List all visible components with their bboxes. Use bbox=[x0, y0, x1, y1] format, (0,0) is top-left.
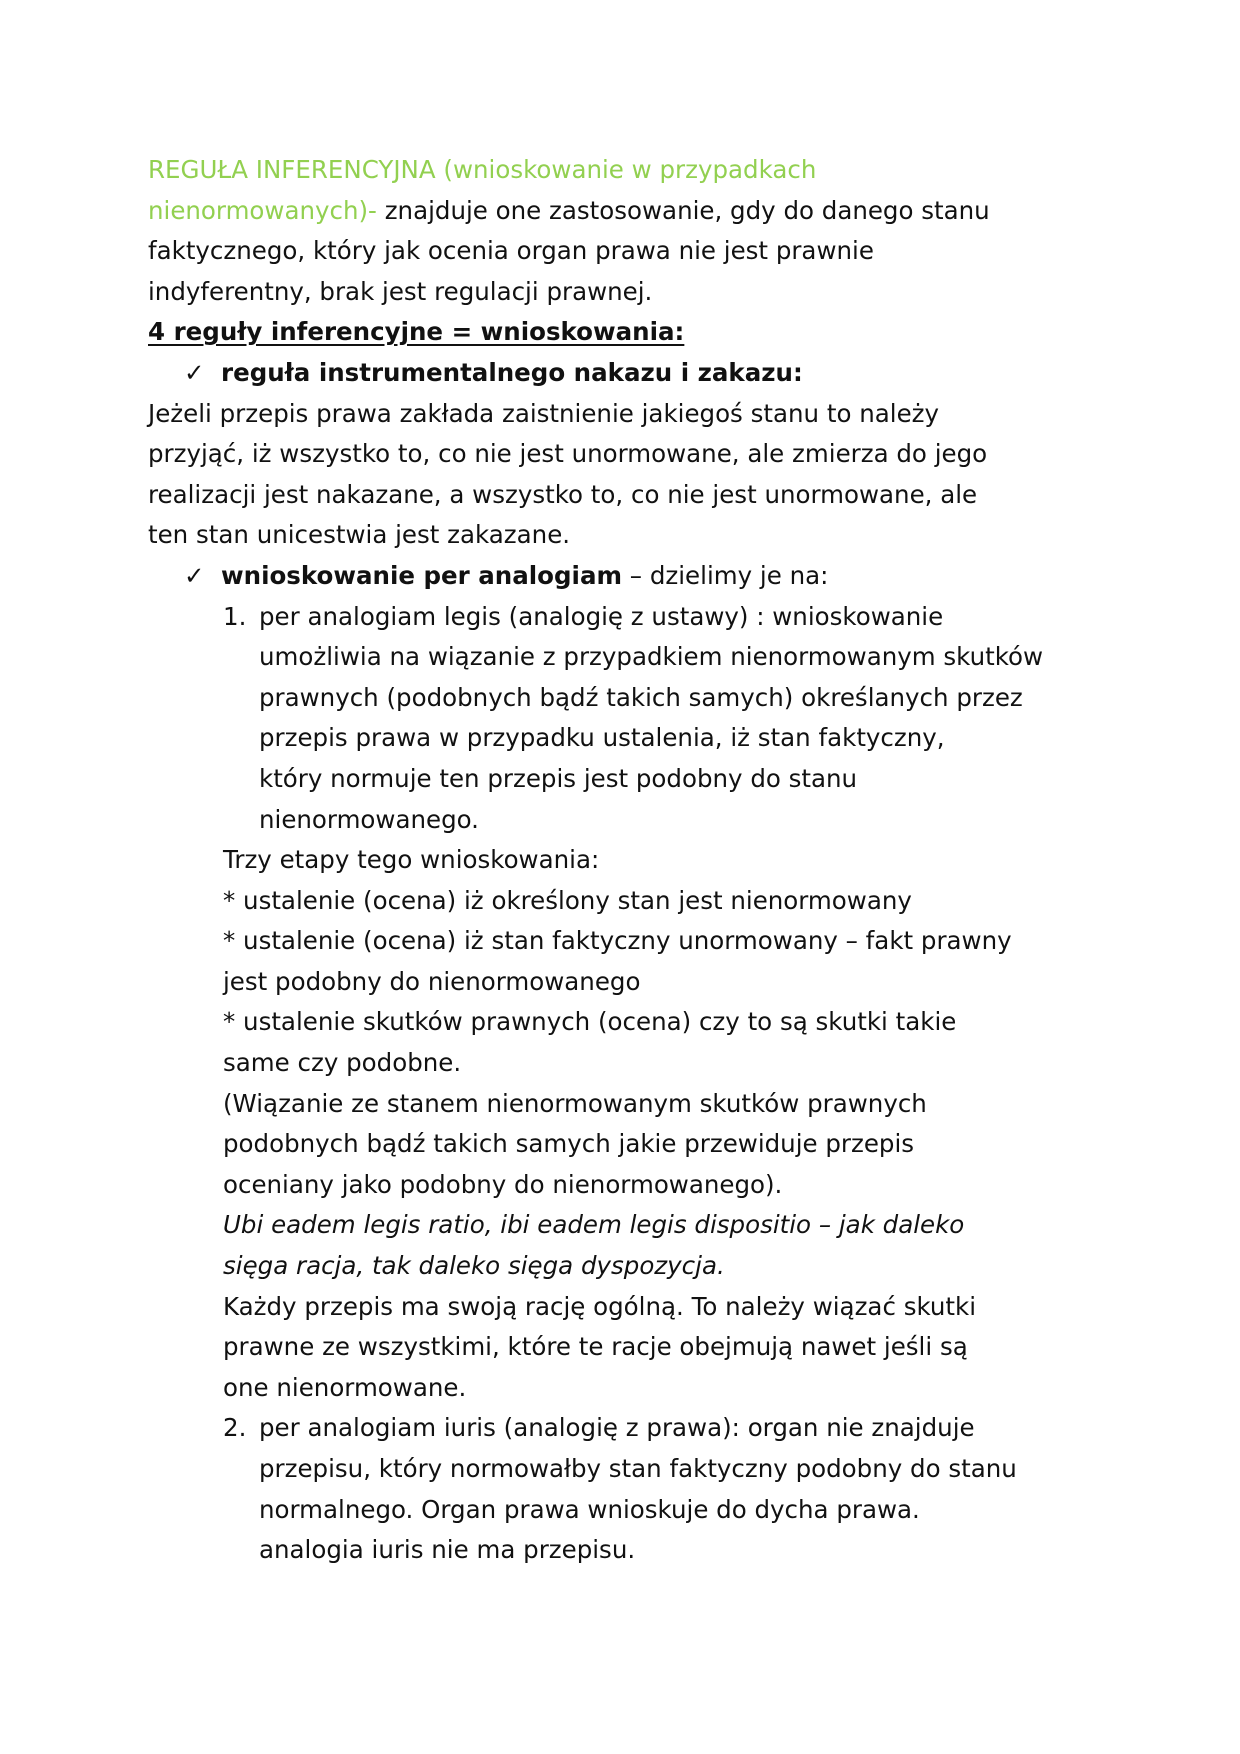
heading-green-1: REGUŁA INFERENCYJNA (wnioskowanie w przypadkach bbox=[148, 155, 817, 184]
item1-number: 1. bbox=[223, 601, 247, 631]
item1-line: prawnych (podobnych bądź takich samych) określanych przez bbox=[259, 682, 1023, 712]
stages-line: Trzy etapy tego wnioskowania: bbox=[223, 845, 600, 875]
maxim-line: sięga racja, tak daleko sięga dyspozycja. bbox=[223, 1251, 725, 1281]
stages-line: oceniany jako podobny do nienormowanego). bbox=[223, 1169, 783, 1199]
intro-text-2: faktycznego, który jak ocenia organ prawa nie jest prawnie bbox=[148, 236, 874, 266]
stages-line: jest podobny do nienormowanego bbox=[223, 966, 641, 996]
rule1-text-line: realizacji jest nakazane, a wszystko to, co nie jest unormowane, ale bbox=[148, 479, 978, 509]
item1-line: per analogiam legis (analogię z ustawy) : wnioskowanie bbox=[259, 601, 944, 631]
ratio-line: prawne ze wszystkimi, które te racje obejmują nawet jeśli są bbox=[223, 1332, 968, 1362]
item2-line: per analogiam iuris (analogię z prawa): organ nie znajduje bbox=[259, 1413, 975, 1443]
item2-first-line bbox=[148, 1408, 1108, 1449]
item1-first-line bbox=[148, 597, 1108, 638]
item1-line: przepis prawa w przypadku ustalenia, iż stan faktyczny, bbox=[259, 723, 945, 753]
stages-line: * ustalenie skutków prawnych (ocena) czy to są skutki takie bbox=[223, 1007, 957, 1037]
heading-line-2 bbox=[148, 191, 1108, 232]
intro-text-3: indyferentny, brak jest regulacji prawnej. bbox=[148, 276, 653, 306]
rule2-title: wnioskowanie per analogiam bbox=[221, 560, 623, 590]
maxim-line: Ubi eadem legis ratio, ibi eadem legis dispositio – jak daleko bbox=[223, 1210, 965, 1240]
stages-line: * ustalenie (ocena) iż określony stan jest nienormowany bbox=[223, 885, 912, 915]
rule1-title: reguła instrumentalnego nakazu i zakazu: bbox=[221, 357, 803, 387]
checkmark-icon: ✓ bbox=[184, 357, 205, 387]
document-body bbox=[148, 150, 1108, 1571]
ratio-line: Każdy przepis ma swoją rację ogólną. To należy wiązać skutki bbox=[223, 1291, 977, 1321]
heading-line-1 bbox=[148, 150, 1108, 191]
rules-heading: 4 reguły inferencyjne = wnioskowania: bbox=[148, 317, 685, 347]
stages-line: (Wiązanie ze stanem nienormowanym skutków prawnych bbox=[223, 1088, 927, 1118]
item2-line: normalnego. Organ prawa wnioskuje do dycha prawa. bbox=[259, 1494, 920, 1524]
rule1-text-line: ten stan unicestwia jest zakazane. bbox=[148, 520, 571, 550]
stages-line: podobnych bądź takich samych jakie przewiduje przepis bbox=[223, 1129, 915, 1159]
item1-line: nienormowanego. bbox=[259, 804, 479, 834]
rule1-text-line: przyjąć, iż wszystko to, co nie jest unormowane, ale zmierza do jego bbox=[148, 439, 988, 469]
stages-line: * ustalenie (ocena) iż stan faktyczny unormowany – fakt prawny bbox=[223, 926, 1012, 956]
checkmark-icon: ✓ bbox=[184, 560, 205, 590]
item1-line: który normuje ten przepis jest podobny do stanu bbox=[259, 763, 858, 793]
ratio-line: one nienormowane. bbox=[223, 1372, 467, 1402]
rule2-suffix: – dzielimy je na: bbox=[622, 560, 829, 590]
rule1-title-line bbox=[148, 353, 1108, 394]
rule2-title-line bbox=[148, 556, 1108, 597]
stages-line: same czy podobne. bbox=[223, 1048, 462, 1078]
item2-line: przepisu, który normowałby stan faktyczny podobny do stanu bbox=[259, 1454, 1017, 1483]
heading-green-2: nienormowanych)- bbox=[148, 195, 377, 225]
intro-text-1: znajduje one zastosowanie, gdy do danego stanu bbox=[376, 195, 990, 225]
rule1-text-line: Jeżeli przepis prawa zakłada zaistnienie jakiegoś stanu to należy bbox=[148, 398, 939, 428]
item2-line: analogia iuris nie ma przepisu. bbox=[259, 1535, 636, 1565]
item2-number: 2. bbox=[223, 1413, 247, 1443]
item1-line: umożliwia na wiązanie z przypadkiem nienormowanym skutków bbox=[259, 642, 1044, 672]
